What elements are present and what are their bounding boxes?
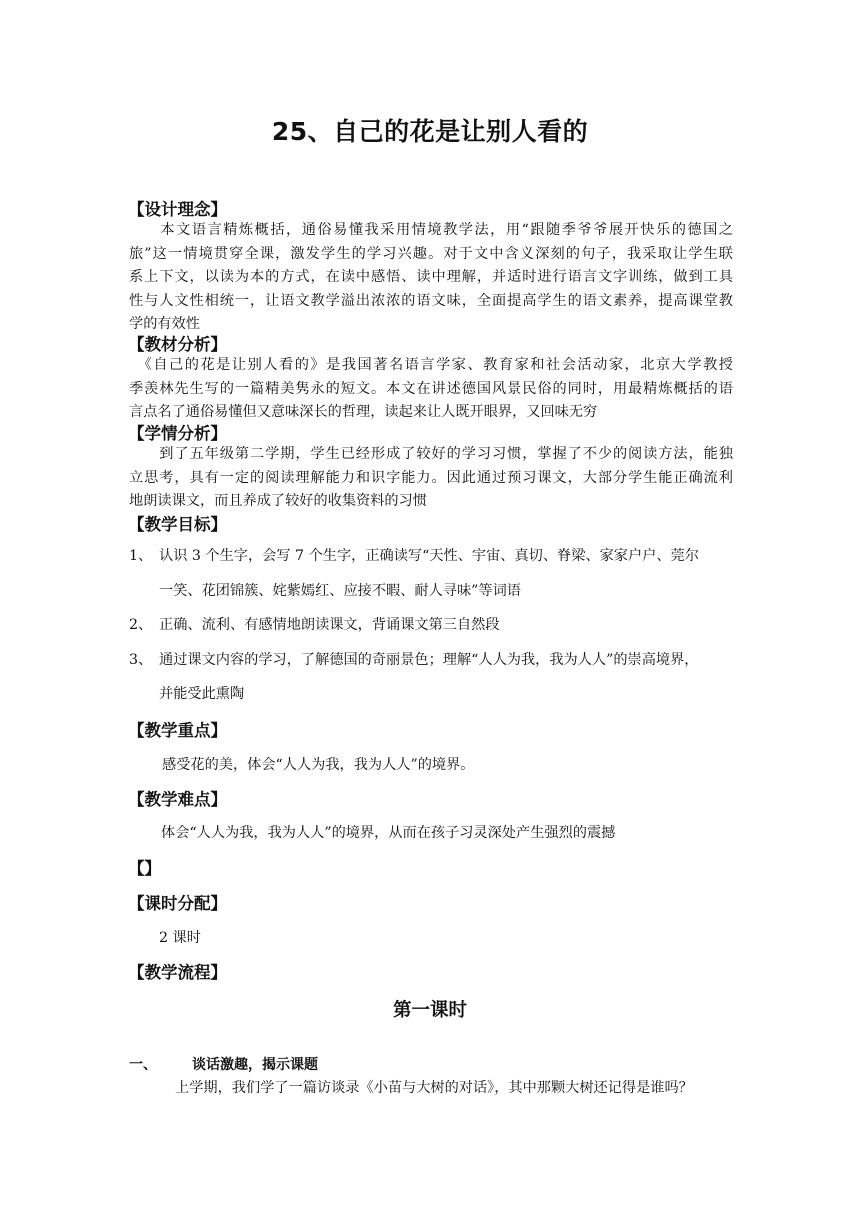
material-heading: 【教材分析】 bbox=[128, 335, 227, 354]
step-text: 上学期，我们学了一篇访谈录《小苗与大树的对话》，其中那颗大树还记得是谁吗？ bbox=[175, 1080, 693, 1096]
material-line: 季羡林先生写的一篇精美隽永的短文。本文在讲述德国风景民俗的同时，用最精炼概括的语 bbox=[129, 380, 733, 397]
document-title: 25、自己的花是让别人看的 bbox=[271, 117, 589, 146]
design-line: 旅”这一情境贯穿全课，激发学生的学习兴趣。对于文中含义深刻的句子，我采取让学生联 bbox=[129, 245, 733, 262]
key-text: 感受花的美，体会“人人为我，我为人人”的境界。 bbox=[162, 757, 475, 773]
students-paragraph bbox=[129, 443, 733, 514]
material-paragraph bbox=[129, 354, 733, 425]
goal-text: 认识 3 个生字，会写 7 个生字，正确读写“天性、宇宙、真切、脊梁、家家户户、莞尔 bbox=[159, 548, 699, 564]
material-line: 言点名了通俗易懂但又意味深长的哲理，读起来让人既开眼界，又回味无穷 bbox=[129, 404, 598, 420]
design-line: 性与人文性相统一，让语文教学溢出浓浓的语文味，全面提高学生的语文素养，提高课堂教 bbox=[129, 292, 733, 309]
lesson-title: 第一课时 bbox=[392, 1000, 467, 1021]
step-number: 一、 bbox=[129, 1057, 157, 1073]
material-line: 《自己的花是让别人看的》是我国著名语言学家、教育家和社会活动家，北京大学教授 bbox=[129, 357, 733, 373]
students-line: 地朗读课文，而且养成了较好的收集资料的习惯 bbox=[129, 493, 427, 509]
design-line: 系上下文，以读为本的方式，在读中感悟、读中理解，并适时进行语言文字训练，做到工具 bbox=[129, 269, 733, 285]
period-heading: 【课时分配】 bbox=[128, 894, 227, 913]
design-heading: 【设计理念】 bbox=[128, 200, 227, 219]
goal-text: 通过课文内容的学习，了解德国的奇丽景色；理解“人人为我，我为人人”的崇高境界， bbox=[159, 652, 699, 668]
difficulty-heading: 【教学难点】 bbox=[128, 790, 227, 809]
goal-text-continued: 一笑、花团锦簇、姹紫嫣红、应接不暇、耐人寻味”等词语 bbox=[159, 583, 521, 599]
step-title: 谈话激趣，揭示课题 bbox=[192, 1057, 318, 1073]
goal-number: 1、 bbox=[129, 548, 153, 564]
students-line: 到了五年级第二学期，学生已经形成了较好的学习习惯，掌握了不少的阅读方法，能独 bbox=[129, 446, 733, 462]
goal-text: 正确、流利、有感情地朗读课文，背诵课文第三自然段 bbox=[159, 617, 500, 633]
key-heading: 【教学重点】 bbox=[128, 721, 227, 740]
students-heading: 【学情分析】 bbox=[128, 424, 227, 443]
students-line: 立思考，具有一定的阅读理解能力和识字能力。因此通过预习课文，大部分学生能正确流利 bbox=[129, 469, 733, 486]
flow-heading: 【教学流程】 bbox=[128, 963, 227, 982]
difficulty-text: 体会“人人为我，我为人人”的境界，从而在孩子习灵深处产生强烈的震撼 bbox=[161, 825, 616, 841]
period-text: 2 课时 bbox=[159, 930, 201, 946]
design-line: 学的有效性 bbox=[129, 316, 200, 332]
design-line: 本文语言精炼概括，通俗易懂我采用情境教学法，用“跟随季爷爷展开快乐的德国之 bbox=[129, 222, 733, 238]
design-paragraph bbox=[129, 219, 733, 337]
goal-number: 2、 bbox=[129, 617, 153, 633]
goal-text-continued: 并能受此熏陶 bbox=[159, 686, 245, 702]
goals-heading: 【教学目标】 bbox=[128, 515, 227, 534]
empty-heading: 【】 bbox=[128, 859, 161, 878]
goal-number: 3、 bbox=[129, 652, 153, 668]
